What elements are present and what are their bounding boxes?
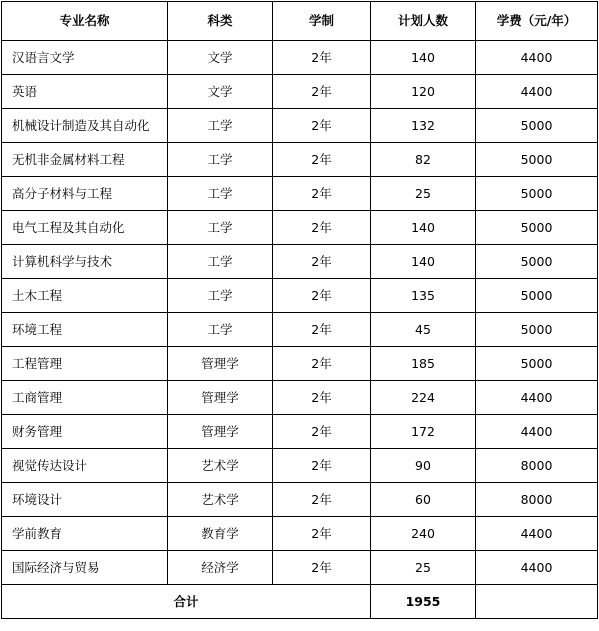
cell-major-name: 环境工程 xyxy=(2,313,168,347)
table-row xyxy=(2,109,598,143)
table-row xyxy=(2,177,598,211)
cell-duration: 2年 xyxy=(273,483,371,517)
header-row xyxy=(2,2,598,41)
cell-planned-count: 120 xyxy=(371,75,476,109)
cell-tuition: 4400 xyxy=(476,41,598,75)
table-row xyxy=(2,245,598,279)
cell-major-name: 无机非金属材料工程 xyxy=(2,143,168,177)
cell-major-name: 电气工程及其自动化 xyxy=(2,211,168,245)
cell-category: 艺术学 xyxy=(168,449,273,483)
table-row xyxy=(2,347,598,381)
cell-tuition: 5000 xyxy=(476,109,598,143)
cell-major-name: 工商管理 xyxy=(2,381,168,415)
cell-planned-count: 140 xyxy=(371,211,476,245)
cell-planned-count: 224 xyxy=(371,381,476,415)
table-row xyxy=(2,483,598,517)
header-duration: 学制 xyxy=(273,2,371,41)
header-planned-count: 计划人数 xyxy=(371,2,476,41)
cell-category: 工学 xyxy=(168,177,273,211)
cell-category: 文学 xyxy=(168,75,273,109)
cell-planned-count: 45 xyxy=(371,313,476,347)
total-empty-cell xyxy=(476,585,598,619)
cell-major-name: 国际经济与贸易 xyxy=(2,551,168,585)
table-row xyxy=(2,313,598,347)
cell-planned-count: 90 xyxy=(371,449,476,483)
cell-planned-count: 140 xyxy=(371,245,476,279)
cell-duration: 2年 xyxy=(273,245,371,279)
cell-tuition: 5000 xyxy=(476,313,598,347)
table-row xyxy=(2,211,598,245)
cell-major-name: 环境设计 xyxy=(2,483,168,517)
cell-planned-count: 135 xyxy=(371,279,476,313)
table-row xyxy=(2,381,598,415)
cell-duration: 2年 xyxy=(273,449,371,483)
cell-tuition: 4400 xyxy=(476,517,598,551)
total-row xyxy=(2,585,598,619)
table-row xyxy=(2,143,598,177)
cell-category: 教育学 xyxy=(168,517,273,551)
cell-major-name: 财务管理 xyxy=(2,415,168,449)
cell-planned-count: 172 xyxy=(371,415,476,449)
table-row xyxy=(2,279,598,313)
cell-major-name: 视觉传达设计 xyxy=(2,449,168,483)
header-major-name: 专业名称 xyxy=(2,2,168,41)
cell-major-name: 汉语言文学 xyxy=(2,41,168,75)
cell-category: 工学 xyxy=(168,211,273,245)
cell-duration: 2年 xyxy=(273,211,371,245)
cell-duration: 2年 xyxy=(273,41,371,75)
cell-category: 管理学 xyxy=(168,415,273,449)
table-header xyxy=(2,2,598,41)
cell-tuition: 8000 xyxy=(476,449,598,483)
cell-tuition: 5000 xyxy=(476,177,598,211)
cell-major-name: 计算机科学与技术 xyxy=(2,245,168,279)
table-row xyxy=(2,75,598,109)
table-row xyxy=(2,415,598,449)
cell-category: 经济学 xyxy=(168,551,273,585)
cell-planned-count: 185 xyxy=(371,347,476,381)
cell-planned-count: 82 xyxy=(371,143,476,177)
cell-tuition: 8000 xyxy=(476,483,598,517)
cell-planned-count: 240 xyxy=(371,517,476,551)
table-body xyxy=(2,41,598,585)
cell-duration: 2年 xyxy=(273,551,371,585)
cell-duration: 2年 xyxy=(273,415,371,449)
total-value: 1955 xyxy=(371,585,476,619)
table-row xyxy=(2,551,598,585)
header-category: 科类 xyxy=(168,2,273,41)
cell-duration: 2年 xyxy=(273,109,371,143)
table-row xyxy=(2,41,598,75)
table-footer xyxy=(2,585,598,619)
cell-major-name: 机械设计制造及其自动化 xyxy=(2,109,168,143)
header-tuition: 学费（元/年） xyxy=(476,2,598,41)
cell-duration: 2年 xyxy=(273,177,371,211)
cell-duration: 2年 xyxy=(273,517,371,551)
cell-major-name: 高分子材料与工程 xyxy=(2,177,168,211)
cell-duration: 2年 xyxy=(273,279,371,313)
cell-major-name: 英语 xyxy=(2,75,168,109)
table-row xyxy=(2,517,598,551)
cell-major-name: 土木工程 xyxy=(2,279,168,313)
cell-tuition: 4400 xyxy=(476,75,598,109)
cell-tuition: 5000 xyxy=(476,279,598,313)
cell-duration: 2年 xyxy=(273,143,371,177)
cell-duration: 2年 xyxy=(273,75,371,109)
cell-category: 管理学 xyxy=(168,381,273,415)
cell-major-name: 学前教育 xyxy=(2,517,168,551)
cell-tuition: 4400 xyxy=(476,381,598,415)
cell-planned-count: 132 xyxy=(371,109,476,143)
cell-duration: 2年 xyxy=(273,313,371,347)
cell-duration: 2年 xyxy=(273,347,371,381)
cell-category: 工学 xyxy=(168,313,273,347)
cell-duration: 2年 xyxy=(273,381,371,415)
cell-planned-count: 25 xyxy=(371,551,476,585)
cell-category: 艺术学 xyxy=(168,483,273,517)
cell-category: 工学 xyxy=(168,109,273,143)
total-label: 合计 xyxy=(2,585,371,619)
cell-category: 工学 xyxy=(168,143,273,177)
enrollment-plan-table xyxy=(1,1,598,619)
cell-tuition: 5000 xyxy=(476,347,598,381)
cell-tuition: 5000 xyxy=(476,211,598,245)
table-row xyxy=(2,449,598,483)
cell-category: 工学 xyxy=(168,245,273,279)
cell-category: 管理学 xyxy=(168,347,273,381)
cell-tuition: 4400 xyxy=(476,551,598,585)
cell-planned-count: 25 xyxy=(371,177,476,211)
cell-tuition: 5000 xyxy=(476,245,598,279)
cell-category: 工学 xyxy=(168,279,273,313)
cell-planned-count: 140 xyxy=(371,41,476,75)
cell-major-name: 工程管理 xyxy=(2,347,168,381)
cell-tuition: 5000 xyxy=(476,143,598,177)
cell-planned-count: 60 xyxy=(371,483,476,517)
cell-tuition: 4400 xyxy=(476,415,598,449)
cell-category: 文学 xyxy=(168,41,273,75)
